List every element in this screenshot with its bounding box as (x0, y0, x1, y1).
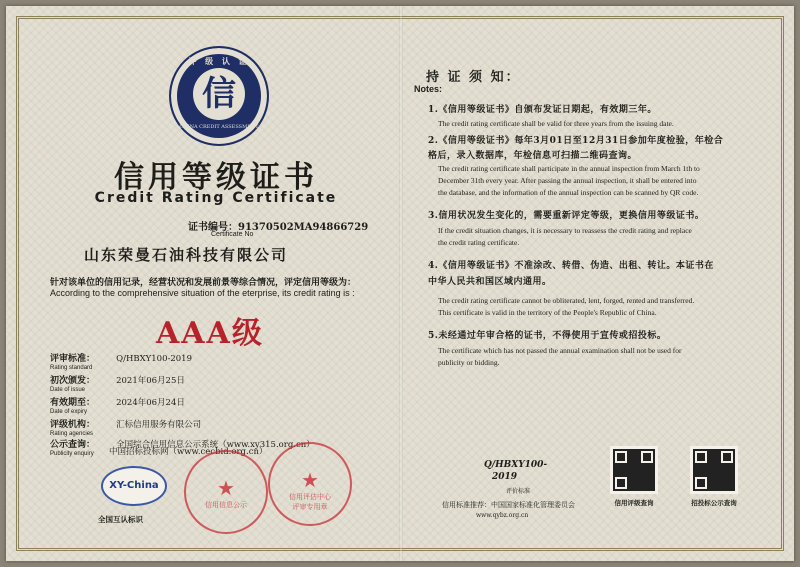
field-publicity-enquiry: 公示查询： 全国综合信用信息公示系统（www.xy315.org.cn） Publicity enquiry (50, 440, 315, 457)
qr-caption-bidding: 招投标公示查询 (691, 499, 737, 507)
note-5-cn: 5.未经通过年审合格的证书，不得使用于宣传或招投标。 (428, 331, 667, 341)
note-3-cn: 3.信用状况发生变化的，需要重新评定等级，更换信用等级证书。 (428, 211, 705, 221)
field-publicity-enquiry-2: 中国招标投标网（www.cecbid.org.cn） (109, 447, 268, 457)
standard-label: 评价标准 (506, 488, 531, 495)
certificate-number-value: 91370502MA94866729 (238, 222, 369, 233)
note-5-en-line1: The certificate which has not passed the annual examination shall not be used for (438, 346, 682, 355)
seal-character: 信 (193, 68, 245, 120)
credit-grade: AAA级 (156, 316, 264, 351)
field-rating-standard: 评审标准： Q/HBXY100-2019 Rating standard (50, 354, 192, 371)
red-stamp-right-icon: ★ 信用评估中心 评审专用章 (268, 442, 352, 526)
standard-org: 信用标准推荐：中国国家标准化管理委员会 (442, 501, 575, 509)
field-date-of-issue: 初次颁发： 2021年06月25日 Date of issue (50, 376, 185, 393)
according-text-en: According to the comprehensive situation of the eterprise, its credit rating is : (50, 288, 355, 298)
note-5-en-line2: publicity or bidding. (438, 358, 500, 367)
qr-code-credit-rating-icon[interactable] (610, 446, 658, 494)
standard-code: Q/HBXY100- (484, 460, 548, 470)
xy-china-caption: 全国互认标识 (98, 515, 143, 524)
note-3-en-line1: If the credit situation changes, it is necessary to reassess the credit rating and replace (438, 226, 692, 235)
xy-china-logo-icon: XY-China (101, 466, 167, 506)
note-4-cn-line2: 中华人民共和国区域内通用。 (428, 277, 552, 287)
red-stamp-left-icon: ★ 信用信息公示 (184, 450, 268, 534)
note-4-en-line2: This certificate is valid in the territory of the People's Republic of China. (438, 308, 657, 317)
credit-assessment-seal-icon: 评 级 认 证 信 CHINA CREDIT ASSESSMENT (169, 46, 269, 146)
certificate-title-cn: 信用等级证书 (114, 160, 318, 195)
note-2-en-line2: December 31th every year. After passing the annual inspection, it shall be entered into (438, 176, 697, 185)
certificate-number-label: 证书编号： (188, 222, 238, 233)
qr-code-bidding-icon[interactable] (690, 446, 738, 494)
note-2-cn-line2: 格后，录入数据库，年检信息可扫描二维码查询。 (428, 151, 638, 161)
certificate-title-en: Credit Rating Certificate (94, 190, 338, 206)
note-2-cn-line1: 2.《信用等级证书》每年3月01日至12月31日参加年度检验，年检合 (428, 136, 724, 146)
notes-subtitle: Notes: (414, 84, 443, 94)
notes-title: 持 证 须 知： (426, 70, 521, 85)
note-1-en: The credit rating certificate shall be valid for three years from the issuing date. (438, 119, 674, 128)
qr-caption-credit-rating: 信用评级查询 (614, 499, 654, 507)
certificate-number-label-en: Certificate No (211, 231, 254, 238)
standard-year: 2019 (492, 472, 518, 482)
note-2-en-line3: the database, and the information of the annual inspection can be scanned by QR code. (438, 188, 699, 197)
according-text-cn: 针对该单位的信用记录，经营状况和发展前景等综合情况，评定信用等级为： (50, 278, 357, 288)
note-4-en-line1: The credit rating certificate cannot be obliterated, lent, forged, rented and transferred. (438, 296, 695, 305)
company-name: 山东荣曼石油科技有限公司 (84, 246, 289, 264)
note-1-cn: 1.《信用等级证书》自颁布发证日期起，有效期三年。 (428, 105, 657, 115)
certificate (6, 6, 794, 561)
field-date-of-expiry: 有效期至： 2024年06月24日 Date of expiry (50, 398, 185, 415)
center-fold (399, 6, 403, 561)
field-rating-agency: 评级机构： 汇标信用服务有限公司 Rating agencies (50, 420, 202, 437)
note-2-en-line1: The credit rating certificate shall participate in the annual inspection from March 1th to (438, 164, 700, 173)
note-4-cn-line1: 4.《信用等级证书》不准涂改、转借、伪造、出租、转让。本证书在 (428, 261, 714, 271)
note-3-en-line2: the credit rating certificate. (438, 238, 520, 247)
standard-website: www.qybz.org.cn (476, 512, 529, 519)
